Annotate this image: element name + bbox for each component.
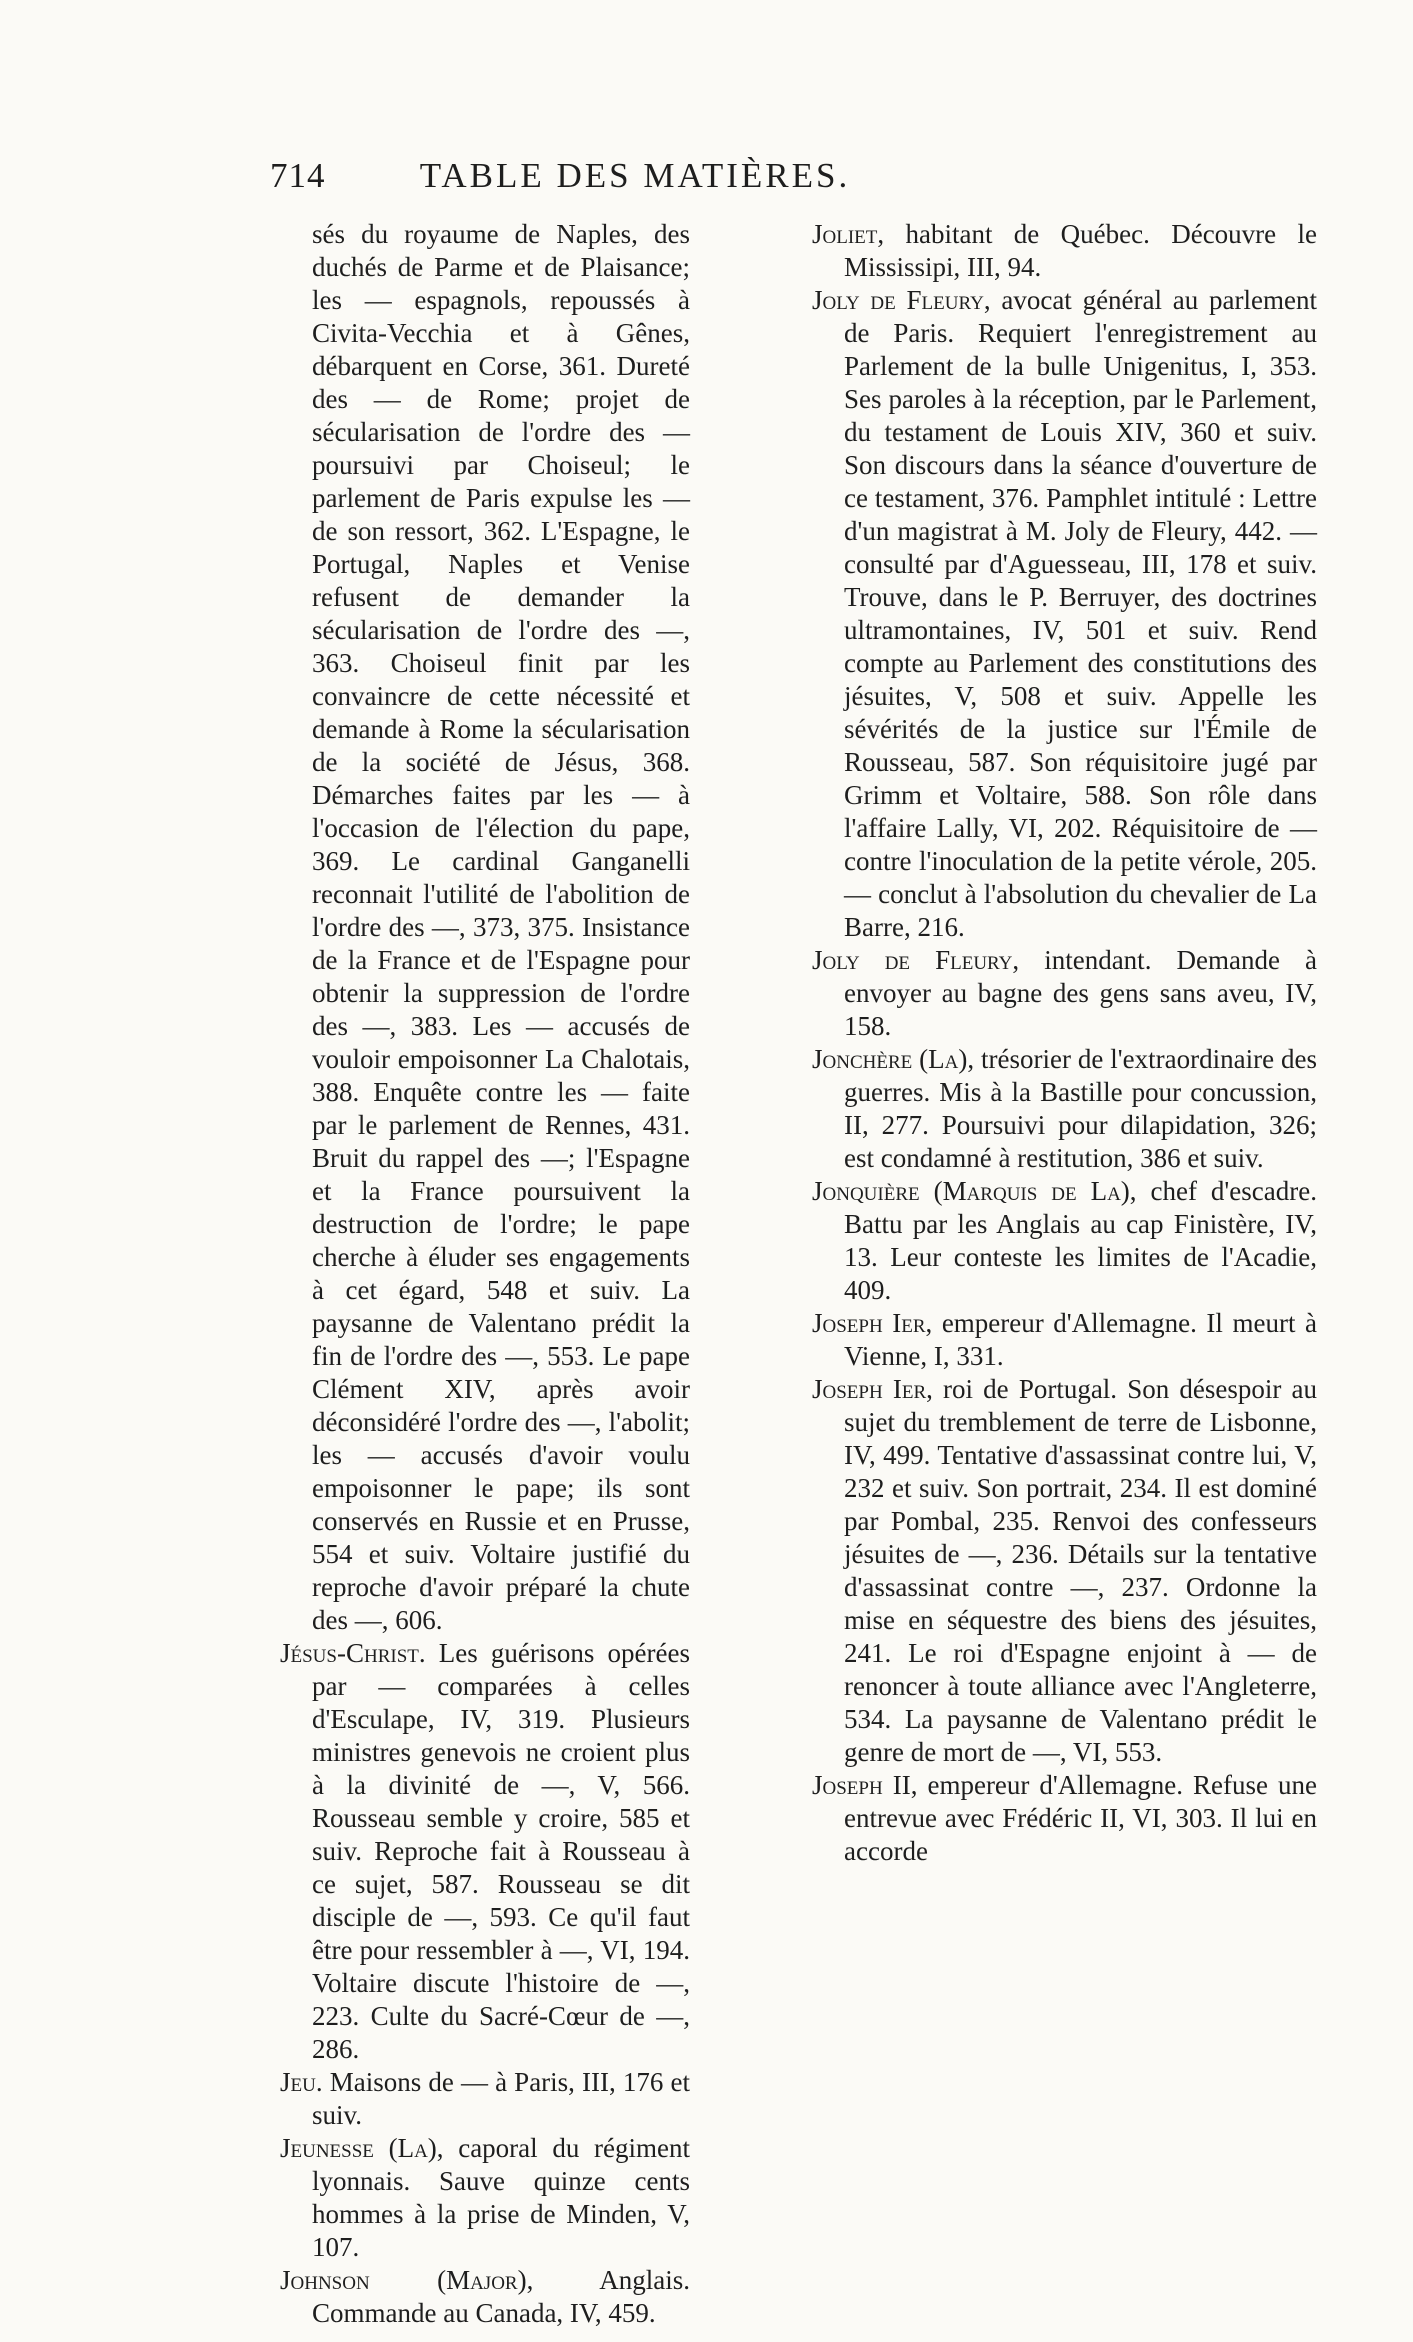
entry-text: trésorier de l'extraordinaire des guerres. Mis à la Bastille pour concussion, II, 277. Poursuivi pour dilapidation, 326; est condamné à restitution, 386 et suiv. (844, 1044, 1317, 1173)
entry-text: chef d'escadre. Battu par les Anglais au cap Finistère, IV, 13. Leur conteste les limites de l'Acadie, 409. (844, 1176, 1317, 1305)
continued-entry: sés du royaume de Naples, des duchés de Parme et de Plaisance; les — espagnols, repoussés à Civita-Vecchia et à Gênes, débarquent en Corse, 361. Dureté des — de Rome; projet de sécularisation de l'ordre des — poursuivi par Choiseul; le parlement de Paris expulse les — de son ressort, 362. L'Espagne, le Portugal, Naples et Venise refusent de demander la sécularisation de l'ordre des —, 363. Choiseul finit par les convaincre de cette nécessité et demande à Rome la sécularisation de la société de Jésus, 368. Démarches faites par les — à l'occasion de l'élection du pape, 369. Le cardinal Ganganelli reconnait l'utilité de l'abolition de l'ordre des —, 373, 375. Insistance de la France et de l'Espagne pour obtenir la suppression de l'ordre des —, 383. Les — accusés de vouloir empoisonner La Chalotais, 388. Enquête contre les — faite par le parlement de Rennes, 431. Bruit du rappel des —; l'Espagne et la France poursuivent la destruction de l'ordre; le pape cherche à éluder ses engagements à cet égard, 548 et suiv. La paysanne de Valentano prédit la fin de l'ordre des —, 553. Le pape Clément XIV, après avoir déconsidéré l'ordre des —, l'abolit; les — accusés d'avoir voulu empoisonner le pape; ils sont conservés en Russie et en Prusse, 554 et suiv. Voltaire justifié du reproche d'avoir préparé la chute des —, 606. (312, 219, 690, 1635)
entry-text: caporal du régiment lyonnais. Sauve quinze cents hommes à la prise de Minden, V, 107. (312, 2133, 690, 2262)
entry-headword: Joseph Ier, (812, 1374, 933, 1404)
index-entry (280, 2066, 690, 2132)
index-entry (812, 1175, 1317, 1307)
entry-text: avocat général au parlement de Paris. Requiert l'enregistrement au Parlement de la bulle Unigenitus, I, 353. Ses paroles à la réception, par le Parlement, du testament de Louis XIV, 360 et suiv. Son discours dans la séance d'ouverture de ce testament, 376. Pamphlet intitulé : Lettre d'un magistrat à M. Joly de Fleury, 442. — consulté par d'Aguesseau, III, 178 et suiv. Trouve, dans le P. Berruyer, des doctrines ultramontaines, IV, 501 et suiv. Rend compte au Parlement des constitutions des jésuites, V, 508 et suiv. Appelle les sévérités de la justice sur l'Émile de Rousseau, 587. Son réquisitoire jugé par Grimm et Voltaire, 588. Son rôle dans l'affaire Lally, VI, 202. Réquisitoire de — contre l'inoculation de la petite vérole, 205. — conclut à l'absolution du chevalier de La Barre, 216. (844, 285, 1317, 942)
index-entry (812, 1373, 1317, 1769)
right-column (812, 218, 1317, 1868)
left-column (280, 218, 690, 2330)
entry-headword: Jésus-Christ. (280, 1638, 426, 1668)
index-entry (812, 944, 1317, 1043)
index-entry (812, 218, 1317, 284)
entry-text: Maisons de — à Paris, III, 176 et suiv. (312, 2067, 690, 2130)
entry-headword: Joly de Fleury, (812, 285, 991, 315)
entry-headword: Jonquière (Marquis de La), (812, 1176, 1137, 1206)
running-header (270, 150, 1000, 202)
index-entry (280, 2264, 690, 2330)
index-entry (812, 1307, 1317, 1373)
entry-text: empereur d'Allemagne. Il meurt à Vienne, I, 331. (844, 1308, 1317, 1371)
index-entry (812, 1043, 1317, 1175)
entry-headword: Joseph II, (812, 1770, 918, 1800)
entry-headword: Joliet, (812, 219, 885, 249)
entry-headword: Joseph Ier, (812, 1308, 933, 1338)
entry-text: Anglais. Commande au Canada, IV, 459. (312, 2265, 690, 2328)
index-entry (280, 2132, 690, 2264)
entry-text: habitant de Québec. Découvre le Mississipi, III, 94. (844, 219, 1317, 282)
index-entry (812, 284, 1317, 944)
page-number: 714 (270, 156, 326, 195)
running-title: TABLE DES MATIÈRES. (419, 156, 851, 195)
entry-text: intendant. Demande à envoyer au bagne des gens sans aveu, IV, 158. (844, 945, 1317, 1041)
entry-headword: Johnson (Major), (280, 2265, 534, 2295)
entry-text: empereur d'Allemagne. Refuse une entrevue avec Frédéric II, VI, 303. Il lui en accorde (844, 1770, 1318, 1866)
index-entry (280, 1637, 690, 2066)
index-entry (812, 1769, 1317, 1868)
entry-headword: Jeu. (280, 2067, 323, 2097)
entry-headword: Jonchère (La), (812, 1044, 975, 1074)
entry-headword: Joly de Fleury, (812, 945, 1020, 975)
entry-text: Les guérisons opérées par — comparées à celles d'Esculape, IV, 319. Plusieurs ministres genevois ne croient plus à la divinité de —, V, 566. Rousseau semble y croire, 585 et suiv. Reproche fait à Rousseau à ce sujet, 587. Rousseau se dit disciple de —, 593. Ce qu'il faut être pour ressembler à —, VI, 194. Voltaire discute l'histoire de —, 223. Culte du Sacré-Cœur de —, 286. (312, 1638, 690, 2064)
entry-headword: Jeunesse (La), (280, 2133, 444, 2163)
entry-text: roi de Portugal. Son désespoir au sujet du tremblement de terre de Lisbonne, IV, 499. Tentative d'assassinat contre lui, V, 232 et suiv. Son portrait, 234. Il est dominé par Pombal, 235. Renvoi des confesseurs jésuites de —, 236. Détails sur la tentative d'assassinat contre —, 237. Ordonne la mise en séquestre des biens des jésuites, 241. Le roi d'Espagne enjoint à — de renoncer à toute alliance avec l'Angleterre, 534. La paysanne de Valentano prédit le genre de mort de —, VI, 553. (844, 1374, 1317, 1767)
